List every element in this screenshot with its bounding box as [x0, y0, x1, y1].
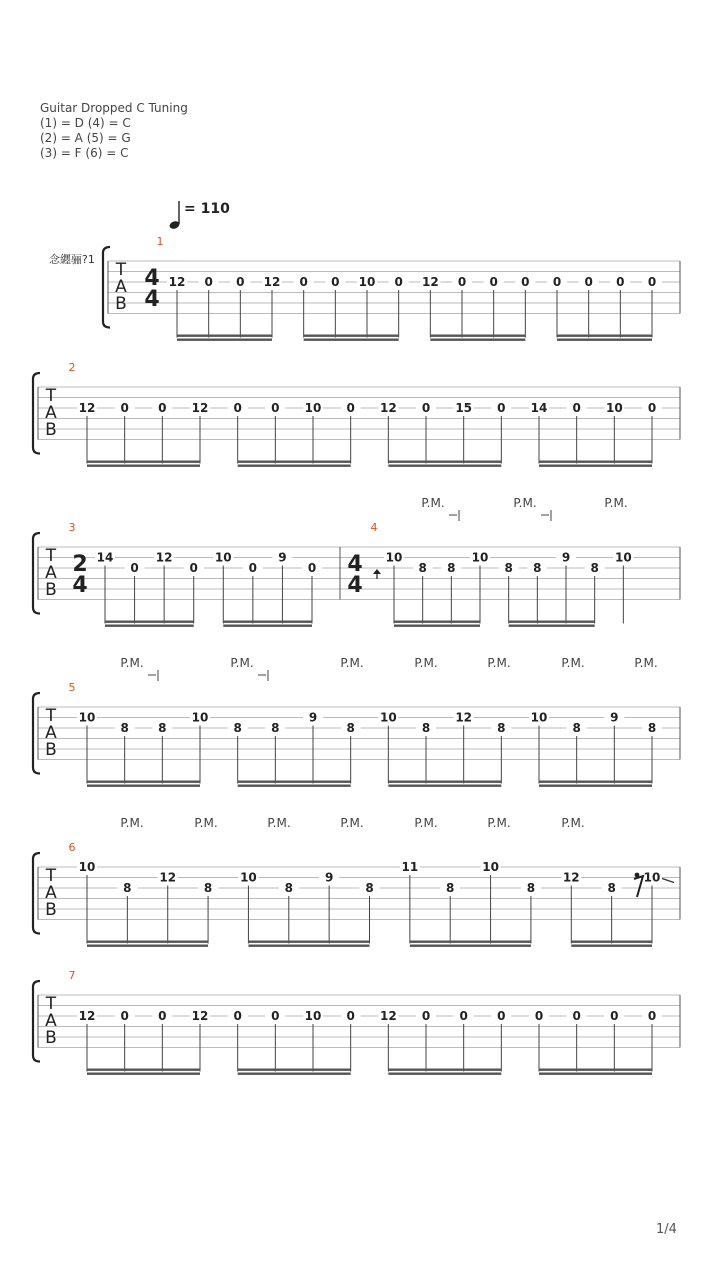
beam: [105, 625, 194, 627]
beam: [539, 1069, 652, 1071]
beam: [388, 781, 501, 783]
beam: [87, 941, 208, 943]
tab-clef-letter: T: [45, 386, 57, 406]
fret-number: 8: [504, 561, 513, 575]
beam: [87, 945, 208, 947]
beam: [410, 941, 531, 943]
measure-number: 5: [68, 681, 76, 694]
beam: [430, 335, 525, 337]
fret-number: 0: [457, 275, 467, 289]
beam: [571, 945, 652, 947]
fret-number: 0: [647, 1009, 657, 1023]
fret-number: 10: [78, 860, 96, 874]
page-number: 1/4: [656, 1222, 677, 1237]
fret-number: 8: [497, 721, 506, 735]
tab-clef: [45, 706, 57, 760]
beam: [394, 621, 480, 623]
system-bracket: [33, 693, 40, 774]
fret-number: 8: [590, 561, 599, 575]
fret-number: 15: [455, 401, 473, 415]
tuning-line: (2) = A (5) = G: [40, 131, 131, 145]
fret-number: 0: [158, 401, 167, 415]
fret-number: 0: [584, 275, 593, 289]
fret-number: 10: [78, 710, 96, 725]
palm-mute-label: P.M.: [414, 656, 438, 670]
time-signature-top: 4: [144, 266, 160, 291]
tab-clef-letter: B: [45, 580, 57, 600]
palm-mute-label: P.M.: [340, 656, 364, 670]
fret-number: 14: [530, 401, 548, 415]
palm-mute-label: P.M.: [513, 496, 537, 510]
beam: [248, 945, 369, 947]
fret-number: 0: [271, 401, 280, 415]
palm-mute-label: P.M.: [414, 816, 438, 830]
palm-mute-label: P.M.: [194, 816, 218, 830]
tab-clef-letter: A: [115, 277, 127, 297]
fret-number: 0: [189, 561, 198, 575]
fret-number: 12: [379, 1009, 397, 1023]
palm-mute-label: P.M.: [487, 816, 511, 830]
time-signature-bottom: 4: [144, 287, 160, 312]
tab-system-1: [0, 236, 720, 336]
fret-number: 9: [561, 550, 571, 565]
beam: [388, 461, 501, 463]
fret-number: 8: [418, 561, 427, 575]
beam: [388, 1069, 501, 1071]
tab-clef: [45, 994, 57, 1048]
beam: [557, 335, 652, 337]
tab-staff: [0, 812, 720, 952]
fret-number: 8: [607, 881, 616, 895]
fret-number: 0: [271, 1009, 280, 1023]
tab-clef-letter: T: [115, 260, 127, 280]
fret-number: 0: [647, 401, 657, 415]
quarter-note-icon: [168, 200, 182, 230]
tab-clef-letter: T: [45, 994, 57, 1014]
fret-number: 0: [459, 1009, 468, 1023]
tab-clef-letter: B: [115, 294, 127, 314]
fret-number: 0: [421, 1009, 431, 1023]
tab-system-3: [0, 492, 720, 632]
palm-mute-label: P.M.: [561, 656, 585, 670]
palm-mute-label: P.M.: [421, 496, 445, 510]
system-bracket: [33, 981, 40, 1062]
fret-number: 12: [379, 401, 397, 415]
beam: [248, 941, 369, 943]
beam: [304, 339, 399, 341]
beam: [238, 785, 351, 787]
fret-number: 0: [616, 275, 625, 289]
fret-number: 8: [123, 881, 132, 895]
fret-number: 0: [394, 275, 403, 289]
fret-number: 12: [421, 275, 439, 289]
beam: [410, 945, 531, 947]
fret-number: 8: [284, 881, 293, 895]
system-bracket: [33, 533, 40, 614]
tempo-value: = 110: [184, 201, 230, 217]
beam: [87, 465, 200, 467]
fret-number: 8: [158, 721, 167, 735]
fret-number: 10: [471, 550, 489, 565]
system-bracket: [33, 853, 40, 934]
palm-mute-label: P.M.: [120, 656, 144, 670]
tab-clef: [45, 546, 57, 600]
fret-number: 12: [191, 401, 209, 415]
fret-number: 8: [365, 881, 374, 895]
tab-system-4: [0, 652, 720, 792]
fret-number: 8: [647, 721, 657, 735]
fret-number: 0: [647, 275, 657, 289]
fret-number: 0: [572, 401, 581, 415]
time-signature-bottom: 4: [72, 573, 88, 598]
fret-number: 9: [324, 870, 334, 885]
beam: [87, 461, 200, 463]
tab-staff: [0, 652, 720, 792]
fret-number: 0: [233, 401, 242, 415]
beam: [223, 625, 312, 627]
fret-number: 12: [455, 710, 473, 725]
beam: [105, 621, 194, 623]
beam: [238, 1073, 351, 1075]
fret-number: 0: [299, 275, 308, 289]
fret-number: 0: [120, 401, 129, 415]
fret-number: 0: [307, 561, 317, 575]
fret-number: 0: [236, 275, 245, 289]
beam: [238, 781, 351, 783]
fret-number: 12: [168, 275, 186, 289]
fret-number: 0: [521, 275, 530, 289]
beam: [238, 465, 351, 467]
track-name: 念纒骊?1: [49, 253, 95, 266]
beam: [87, 1069, 200, 1071]
beam: [238, 1069, 351, 1071]
fret-number: 8: [346, 721, 355, 735]
fret-number: 0: [497, 401, 506, 415]
eighth-rest-icon: [634, 876, 643, 897]
fret-number: 10: [379, 710, 397, 725]
fret-number: 10: [605, 401, 623, 415]
beam: [509, 621, 595, 623]
beam: [87, 785, 200, 787]
tab-clef: [115, 260, 127, 314]
fret-number: 0: [331, 275, 340, 289]
fret-number: 0: [130, 561, 139, 575]
fret-number: 8: [447, 561, 456, 575]
tab-clef-letter: A: [45, 563, 57, 583]
palm-mute-label: P.M.: [604, 496, 628, 510]
time-signature-bottom: 4: [347, 573, 363, 598]
fret-number: 8: [526, 881, 536, 895]
beam: [388, 785, 501, 787]
fret-number: 12: [78, 1009, 96, 1023]
fret-number: 11: [401, 860, 419, 874]
tab-clef-letter: T: [45, 866, 57, 886]
fret-number: 0: [572, 1009, 581, 1023]
fret-number: 8: [271, 721, 280, 735]
tab-clef: [45, 386, 57, 440]
beam: [509, 625, 595, 627]
beam: [430, 339, 525, 341]
measure-number: 4: [370, 521, 378, 534]
palm-mute-label: P.M.: [340, 816, 364, 830]
beam: [223, 621, 312, 623]
measure-number: 3: [68, 521, 76, 534]
beam: [177, 335, 272, 337]
palm-mute-label: P.M.: [634, 656, 658, 670]
fret-number: 0: [421, 401, 431, 415]
fret-number: 0: [346, 1009, 355, 1023]
palm-mute-label: P.M.: [267, 816, 291, 830]
beam: [304, 335, 399, 337]
fret-number: 9: [308, 710, 318, 725]
fret-number: 0: [204, 275, 213, 289]
fret-number: 9: [278, 550, 287, 565]
fret-number: 0: [248, 561, 258, 575]
fret-number: 10: [304, 1009, 322, 1023]
fret-number: 0: [489, 275, 498, 289]
fret-number: 0: [346, 401, 355, 415]
fret-number: 8: [421, 721, 431, 735]
slide-mark: [662, 879, 674, 883]
fret-number: 0: [610, 1009, 619, 1023]
tab-clef-letter: T: [45, 706, 57, 726]
fret-number: 8: [203, 881, 213, 895]
fret-number: 10: [530, 710, 548, 725]
fret-number: 10: [482, 860, 499, 874]
fret-number: 10: [358, 275, 376, 289]
palm-mute-label: P.M.: [230, 656, 254, 670]
fret-number: 9: [610, 710, 619, 725]
beam: [539, 465, 652, 467]
fret-number: 0: [233, 1009, 242, 1023]
fret-number: 10: [385, 550, 403, 565]
fret-number: 10: [304, 401, 322, 415]
system-bracket: [103, 247, 110, 328]
tab-system-6: [0, 969, 720, 1072]
tab-clef-letter: A: [45, 1011, 57, 1031]
beam: [539, 461, 652, 463]
tab-clef-letter: T: [45, 546, 57, 566]
tuning-info: [40, 101, 188, 161]
fret-number: 12: [562, 870, 580, 885]
tab-clef-letter: B: [45, 420, 57, 440]
time-signature-top: 2: [72, 552, 88, 577]
measure-number: 6: [68, 841, 76, 854]
tab-clef-letter: B: [45, 1028, 57, 1048]
beam: [539, 781, 652, 783]
fret-number: 8: [446, 881, 455, 895]
fret-number: 10: [214, 550, 232, 565]
fret-number: 8: [233, 721, 242, 735]
tab-staff: [0, 361, 720, 464]
tab-staff: [0, 969, 720, 1072]
beam: [388, 1073, 501, 1075]
fret-number: 12: [78, 401, 96, 415]
beam: [539, 785, 652, 787]
beam: [238, 461, 351, 463]
palm-mute-label: P.M.: [487, 656, 511, 670]
tab-clef-letter: A: [45, 403, 57, 423]
beam: [557, 339, 652, 341]
beam: [177, 339, 272, 341]
fret-number: 0: [120, 1009, 129, 1023]
beam: [571, 941, 652, 943]
measure-number: 2: [68, 361, 76, 374]
tab-system-5: [0, 812, 720, 952]
measure-number: 1: [156, 235, 164, 248]
tab-staff: [0, 492, 720, 632]
fret-number: 12: [159, 870, 177, 885]
fret-number: 0: [534, 1009, 544, 1023]
tuning-title: Guitar Dropped C Tuning: [40, 101, 188, 115]
beam: [539, 1073, 652, 1075]
fret-number: 10: [643, 870, 661, 885]
fret-number: 10: [240, 870, 257, 885]
tab-clef-letter: B: [45, 900, 57, 920]
palm-mute-label: P.M.: [120, 816, 144, 830]
fret-number: 10: [614, 550, 632, 565]
system-bracket: [33, 373, 40, 454]
tab-clef: [45, 866, 57, 920]
beam: [87, 1073, 200, 1075]
beam: [394, 625, 480, 627]
tuning-line: (3) = F (6) = C: [40, 146, 129, 160]
fret-number: 8: [533, 561, 542, 575]
beam: [87, 781, 200, 783]
fret-number: 10: [191, 710, 209, 725]
fret-number: 12: [155, 550, 173, 565]
beam: [388, 465, 501, 467]
fret-number: 0: [497, 1009, 506, 1023]
palm-mute-label: P.M.: [561, 816, 585, 830]
fret-number: 12: [191, 1009, 209, 1023]
tab-clef-letter: B: [45, 740, 57, 760]
fret-number: 0: [552, 275, 562, 289]
time-signature-top: 4: [347, 552, 363, 577]
tab-staff: [0, 236, 720, 336]
tab-clef-letter: A: [45, 723, 57, 743]
fret-number: 8: [120, 721, 129, 735]
tab-clef-letter: A: [45, 883, 57, 903]
fret-number: 0: [158, 1009, 167, 1023]
fret-number: 14: [96, 550, 114, 565]
tab-system-2: [0, 361, 720, 464]
measure-number: 7: [68, 969, 76, 982]
fret-number: 8: [572, 721, 581, 735]
fret-number: 12: [263, 275, 281, 289]
tuning-line: (1) = D (4) = C: [40, 116, 131, 130]
